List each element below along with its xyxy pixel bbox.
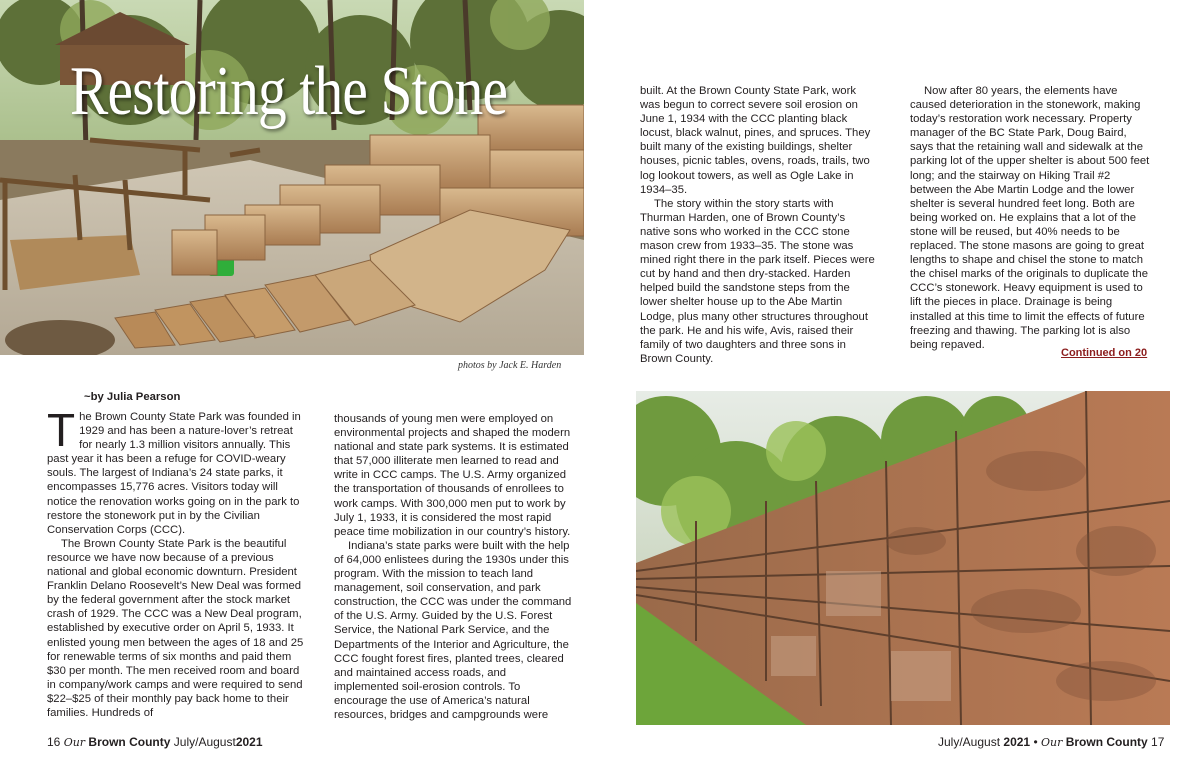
article-headline: Restoring the Stone (70, 53, 508, 130)
magazine-script-left: Our (63, 736, 86, 749)
paragraph-6: The story within the story starts with Thurman Harden, one of Brown County’s native sons who worked in the CCC stone mason crew from 1933–35. The stone was mined right there in the park itself. Pieces were cut by hand and then dry-stacked. Harden helped build the sandstone steps from the lower shelter house up to the Abe Martin Lodge, plus many other structures throughout the park. He and his wife, Avis, raised their family of two daughters and three sons in Brown County. (640, 197, 875, 365)
year-right: 2021 (1003, 735, 1031, 749)
year-left: 2021 (235, 735, 263, 749)
paragraph-1: The Brown County State Park was founded in 1929 and has been a nature-lover’s retreat for nearly 1.3 million visitors annually. This past year it has been a refuge for COVID-weary souls. The largest of Indiana’s 24 state parks, it encompasses 15,776 acres. Visitors today will notice the renovation works going on in the park to restore the stonework put in by the Civilian Conservation Corps (CCC). (47, 404, 301, 536)
continued-link[interactable]: Continued on 20 (1061, 347, 1148, 359)
paragraph-3: thousands of young men were employed on environmental projects and shaped the modern national and state park systems. It is estimated that 57,000 illiterate men learned to read and write in CCC camps. The U.S. Army organized the transportation of thousands of enrollees to work camps. With 300,000 men put to work by July 1, 1933, it is considered the most rapid peace time mobilization in our country’s history. (334, 413, 571, 538)
issue-left: July/August (173, 735, 236, 749)
paragraph-5: built. At the Brown County State Park, work was begun to correct severe soil erosion on June 1, 1934 with the CCC planting black locust, black walnut, pines, and spruces. They built many of the existing buildings, shelter houses, picnic tables, ovens, roads, trails, two log lookout towers, as well as Ogle Lake in 1934–35. (640, 85, 871, 196)
drop-cap: T (47, 404, 76, 456)
photo-credit: photos by Jack E. Harden (458, 360, 562, 371)
article-column-1 (47, 404, 305, 720)
page-number-right: 17 (1151, 735, 1165, 749)
magazine-name-left: Brown County (88, 735, 171, 749)
footer-bullet: • (1033, 735, 1038, 749)
magazine-script-right: Our (1040, 736, 1063, 749)
issue-right: July/August (938, 735, 1001, 749)
paragraph-7: Now after 80 years, the elements have caused deterioration in the stonework, making today’s restoration work necessary. Property manager of the BC State Park, Doug Baird, says that the retaining wall and sidewalk at the parking lot of the upper shelter is about 500 feet long; and the stairway on Hiking Trail #2 between the Abe Martin Lodge and the lower shelter is several hundred feet long. Both are being worked on. He explains that a lot of the stone will be reused, but 40% needs to be replaced. The stone masons are going to great lengths to shape and chisel the stone to match the chisel marks of the originals to duplicate the CCC’s stonework. Heavy equipment is used to lift the pieces in place. Drainage is being installed at this time to limit the effects of future freezing and thawing. The parking lot is also being repaved. (910, 85, 1150, 351)
footer-right (938, 735, 1164, 750)
byline: ~by Julia Pearson (84, 391, 181, 403)
retaining-wall-photo (636, 391, 1170, 725)
article-column-3 (640, 84, 875, 366)
magazine-name-right: Brown County (1065, 735, 1148, 749)
article-column-2 (334, 412, 572, 722)
footer-left (47, 735, 263, 750)
article-column-4 (910, 84, 1150, 352)
paragraph-4: Indiana’s state parks were built with the help of 64,000 enlistees during the 1930s under this program. With the mission to teach land management, soil conservation, and park construction, the CCC was under the command of the U.S. Army. Guided by the U.S. Forest Service, the National Park Service, and the Departments of the Interior and Agriculture, the CCC fought forest fires, planted trees, cleared and maintained access roads, and implemented soil-erosion controls. To encourage the use of America’s natural resources, bridges and campgrounds were (334, 539, 572, 721)
page-number-left: 16 (47, 735, 61, 749)
paragraph-2: The Brown County State Park is the beautiful resource we have now because of a previous national and global economic downturn. President Franklin Delano Roosevelt’s New Deal was formed by the federal government after the stock market crash of 1929. The CCC was a New Deal program, established by executive order on April 5, 1933. It enlisted young men between the ages of 18 and 25 for renewable terms of six months and paid them $30 per month. The men received room and board in company/work camps and were required to send $22–$25 of their monthly pay back home to their families. Hundreds of (47, 537, 304, 719)
